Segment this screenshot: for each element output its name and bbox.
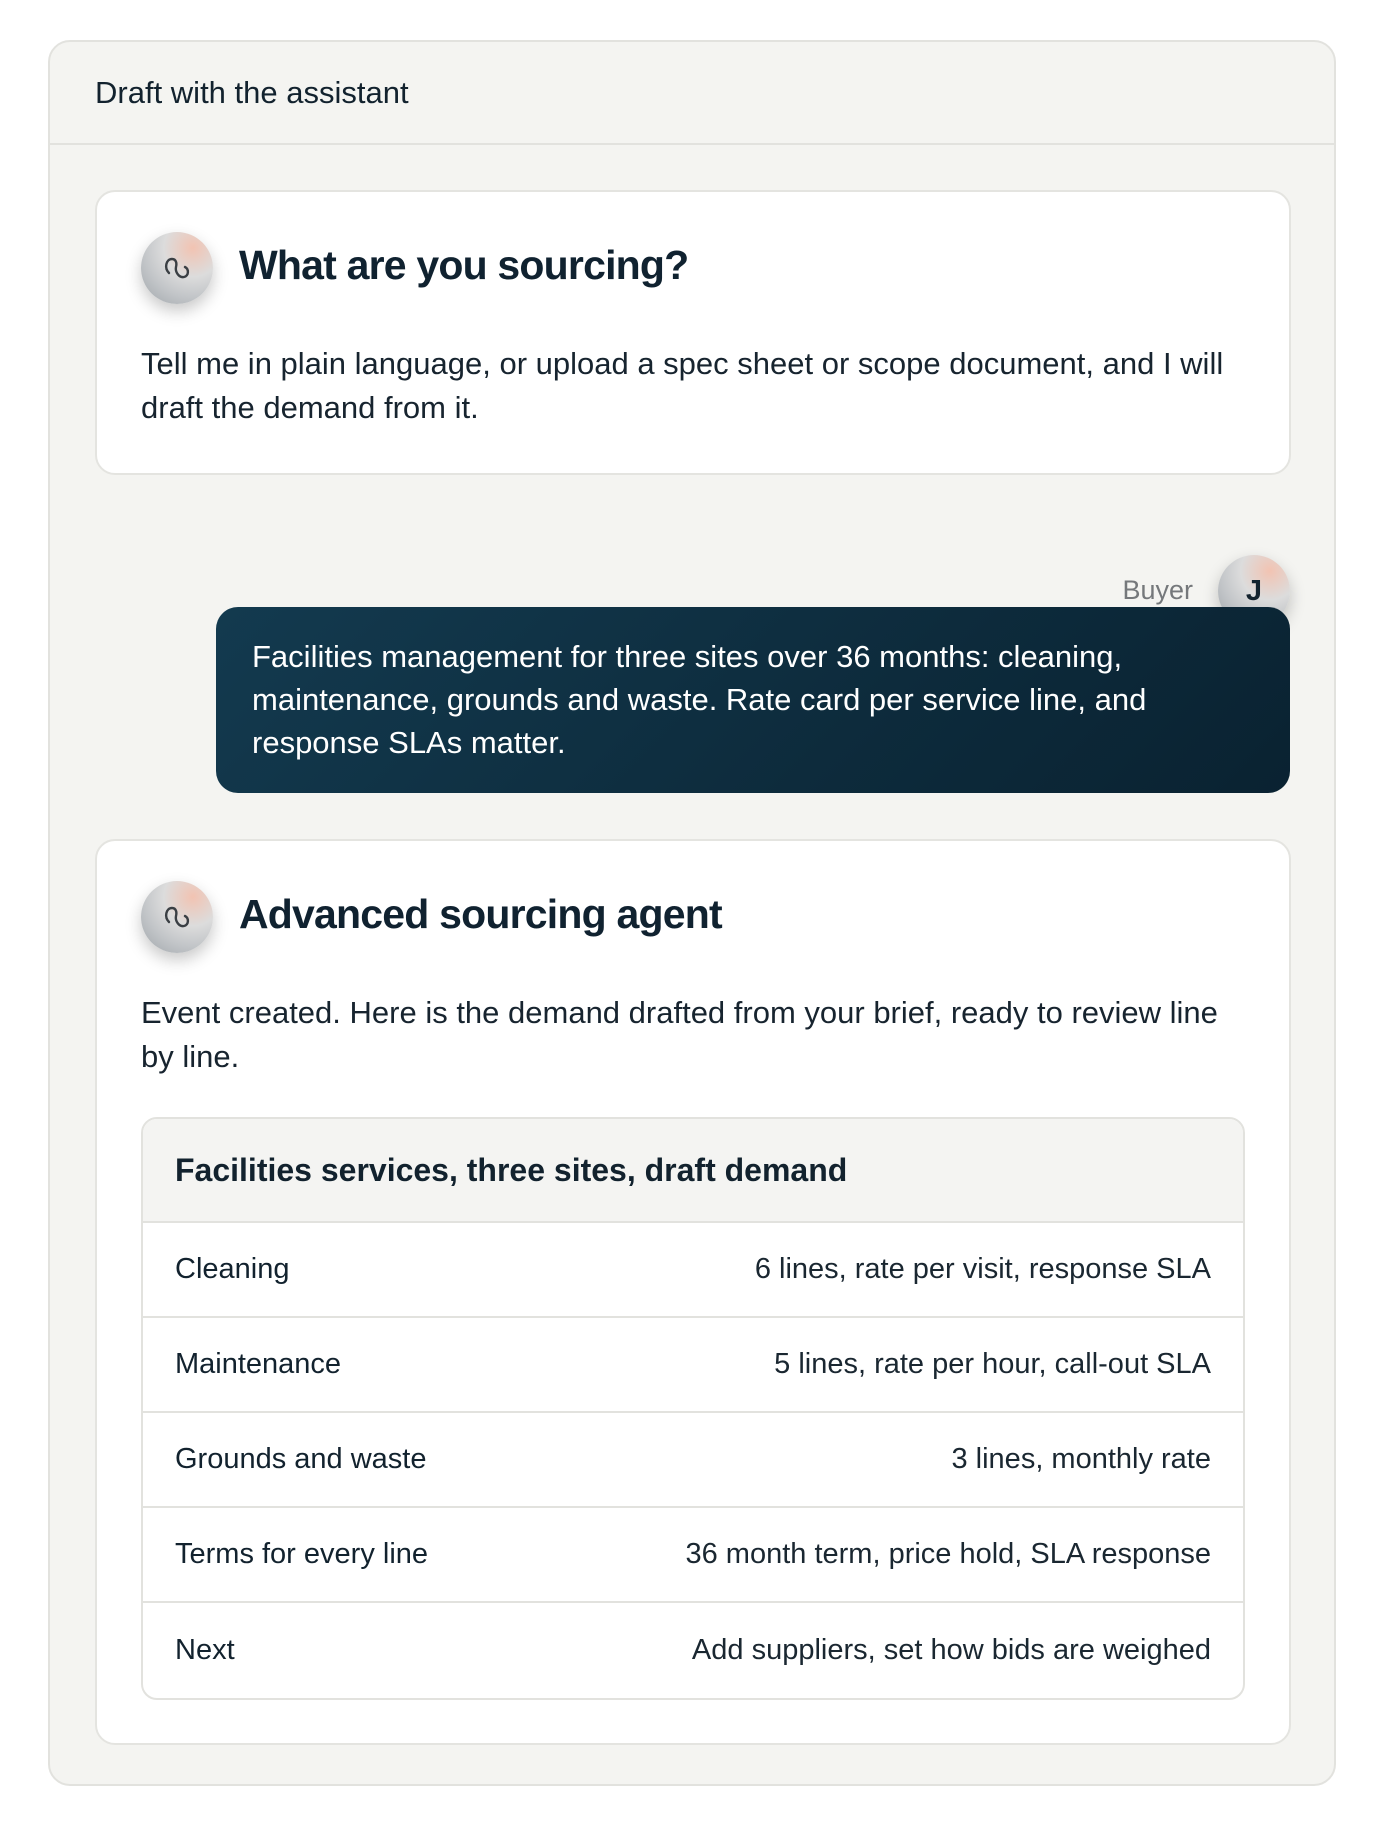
link-swirl-icon — [160, 251, 194, 285]
assistant-intro-card — [95, 190, 1291, 475]
row-label: Cleaning — [175, 1253, 290, 1285]
agent-text: Event created. Here is the demand drafted from your brief, ready to review line by line. — [141, 995, 1218, 1074]
agent-title: Advanced sourcing agent — [239, 891, 722, 937]
row-value: Add suppliers, set how bids are weighed — [691, 1634, 1211, 1666]
intro-title: What are you sourcing? — [239, 242, 689, 288]
panel-header — [50, 42, 1334, 145]
row-value: 3 lines, monthly rate — [951, 1443, 1211, 1475]
table-row[interactable] — [143, 1223, 1243, 1318]
agent-response-card — [95, 839, 1291, 1745]
link-swirl-icon — [160, 900, 194, 934]
buyer-label: Buyer — [1122, 575, 1193, 605]
row-value: 6 lines, rate per visit, response SLA — [754, 1253, 1211, 1285]
draft-demand-title: Facilities services, three sites, draft demand — [143, 1119, 1243, 1223]
row-label: Grounds and waste — [175, 1443, 427, 1475]
intro-text: Tell me in plain language, or upload a spec sheet or scope document, and I will draft the demand from it. — [141, 346, 1224, 425]
assistant-avatar — [141, 232, 213, 304]
table-row[interactable] — [143, 1413, 1243, 1508]
buyer-initial: J — [1245, 574, 1263, 607]
buyer-message-bubble — [216, 607, 1290, 793]
assistant-panel — [48, 40, 1336, 1786]
row-value: 5 lines, rate per hour, call-out SLA — [774, 1348, 1211, 1380]
draft-demand-table — [141, 1117, 1245, 1700]
row-value: 36 month term, price hold, SLA response — [685, 1538, 1211, 1570]
table-row[interactable] — [143, 1508, 1243, 1603]
row-label: Maintenance — [175, 1348, 342, 1380]
buyer-message-text: Facilities management for three sites over 36 months: cleaning, maintenance, grounds and waste. Rate card per service line, and response SLAs matter. — [252, 639, 1147, 760]
row-label: Terms for every line — [175, 1538, 429, 1570]
row-label: Next — [175, 1634, 235, 1666]
table-row[interactable] — [143, 1603, 1243, 1698]
agent-avatar — [141, 881, 213, 953]
panel-title: Draft with the assistant — [95, 74, 409, 110]
table-row[interactable] — [143, 1318, 1243, 1413]
